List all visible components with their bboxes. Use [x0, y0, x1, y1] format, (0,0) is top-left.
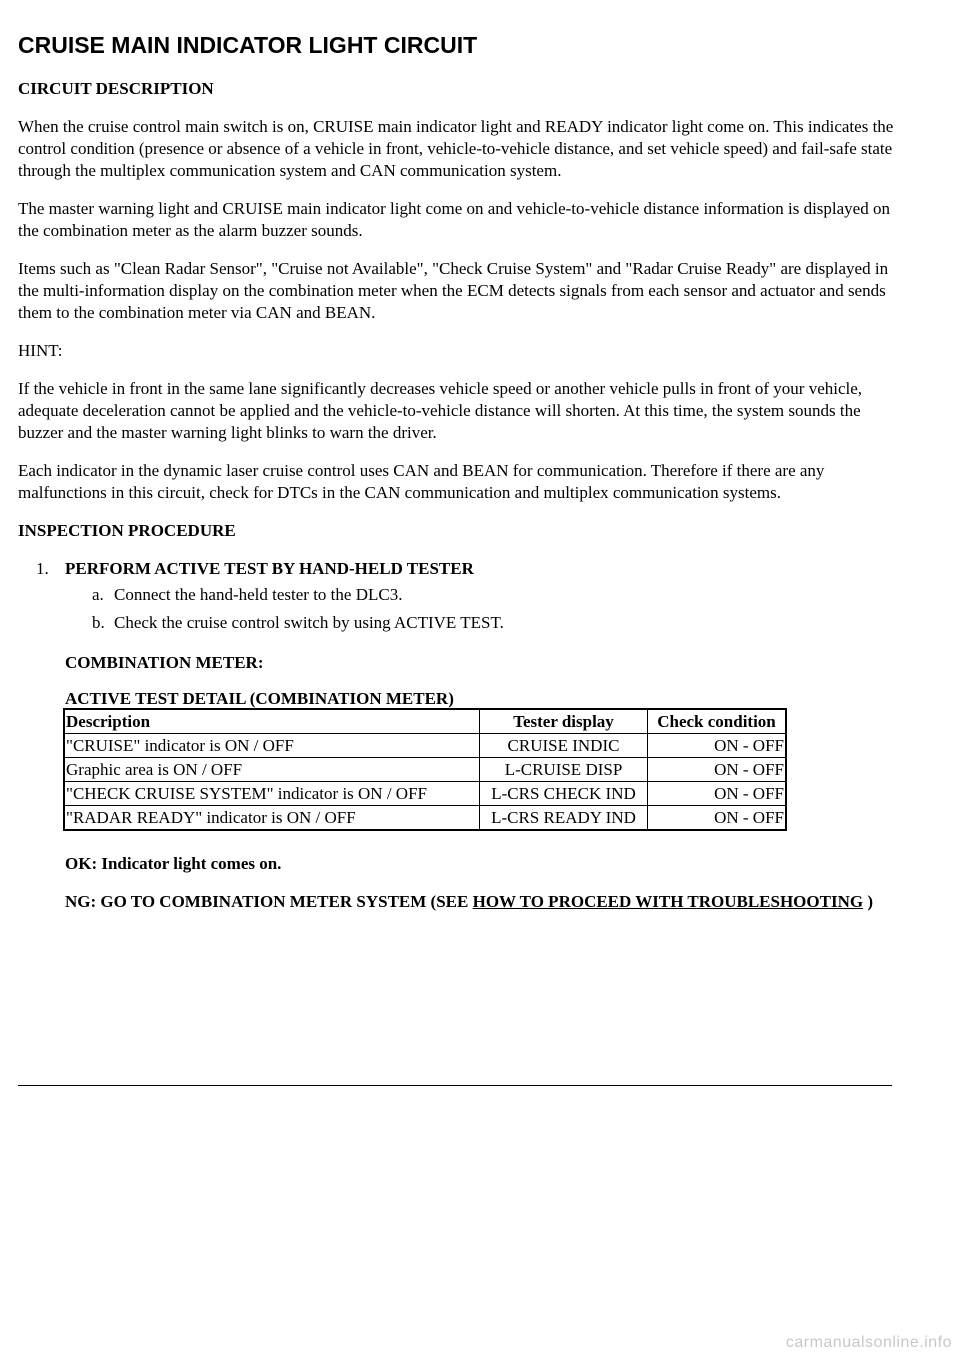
- active-test-table: [63, 708, 787, 831]
- hint-label: HINT:: [18, 341, 63, 360]
- table-header-row: [64, 709, 786, 734]
- paragraph-master-warning: The master warning light and CRUISE main indicator light come on and vehicle-to-vehicle distance information is displayed on the combination meter as the alarm buzzer sounds.: [18, 199, 890, 240]
- table-row: [64, 734, 786, 758]
- table-row: [64, 806, 786, 831]
- paragraph-main-switch: When the cruise control main switch is on, CRUISE main indicator light and READY indicator light come on. This indicates the control condition (presence or absence of a vehicle in front, vehicle-to-vehicle distance, and set vehicle speed) and fail-safe state through the multiplex communication system and CAN communication system.: [18, 117, 894, 180]
- circuit-description-heading: CIRCUIT DESCRIPTION: [18, 79, 214, 98]
- ok-result: OK: Indicator light comes on.: [65, 854, 282, 873]
- paragraph-can-bean: Each indicator in the dynamic laser cruise control uses CAN and BEAN for communication. Therefore if there are any malfunctions in this circuit, check for DTCs in the CAN communication and multiplex communication systems.: [18, 461, 825, 502]
- cell-check-condition: ON - OFF: [648, 806, 787, 831]
- inspection-procedure-heading: INSPECTION PROCEDURE: [18, 521, 236, 540]
- substep-letter: a.: [92, 585, 104, 604]
- substep-text: Check the cruise control switch by using ACTIVE TEST.: [114, 613, 504, 632]
- cell-description: Graphic area is ON / OFF: [64, 758, 480, 782]
- substep-b: [18, 612, 898, 634]
- paragraph-hint-deceleration: If the vehicle in front in the same lane significantly decreases vehicle speed or another vehicle pulls in front of your vehicle, adequate deceleration cannot be applied and the vehicle-to-vehicle distance will shorten. At this time, the system sounds the buzzer and the master warning light blinks to warn the driver.: [18, 379, 863, 442]
- substep-list: [18, 584, 898, 634]
- cell-tester-display: L-CRS READY IND: [480, 806, 648, 831]
- cell-description: "RADAR READY" indicator is ON / OFF: [64, 806, 480, 831]
- substep-a: [18, 584, 898, 606]
- step-1: [18, 558, 898, 634]
- table-caption: ACTIVE TEST DETAIL (COMBINATION METER): [65, 689, 454, 708]
- table-row: [64, 758, 786, 782]
- ng-result: [65, 891, 898, 913]
- cell-tester-display: L-CRUISE DISP: [480, 758, 648, 782]
- watermark: carmanualsonline.info: [785, 1334, 952, 1351]
- cell-check-condition: ON - OFF: [648, 758, 787, 782]
- column-header-description: Description: [64, 709, 480, 734]
- cell-description: "CRUISE" indicator is ON / OFF: [64, 734, 480, 758]
- column-header-tester-display: Tester display: [480, 709, 648, 734]
- ng-prefix: NG: GO TO COMBINATION METER SYSTEM (SEE: [65, 892, 473, 911]
- page-title: CRUISE MAIN INDICATOR LIGHT CIRCUIT: [18, 32, 478, 58]
- cell-check-condition: ON - OFF: [648, 782, 787, 806]
- cell-tester-display: CRUISE INDIC: [480, 734, 648, 758]
- troubleshooting-link[interactable]: HOW TO PROCEED WITH TROUBLESHOOTING: [472, 892, 864, 911]
- table-row: [64, 782, 786, 806]
- ng-suffix: ): [863, 892, 873, 911]
- step-title: PERFORM ACTIVE TEST BY HAND-HELD TESTER: [65, 559, 474, 578]
- document-body: [18, 78, 898, 913]
- cell-tester-display: L-CRS CHECK IND: [480, 782, 648, 806]
- combination-meter-heading: COMBINATION METER:: [65, 653, 264, 672]
- substep-letter: b.: [92, 613, 105, 632]
- column-header-check-condition: Check condition: [648, 709, 787, 734]
- substep-text: Connect the hand-held tester to the DLC3.: [114, 585, 403, 604]
- cell-description: "CHECK CRUISE SYSTEM" indicator is ON / OFF: [64, 782, 480, 806]
- cell-check-condition: ON - OFF: [648, 734, 787, 758]
- step-number: 1.: [36, 559, 49, 578]
- paragraph-multi-info-display: Items such as "Clean Radar Sensor", "Cruise not Available", "Check Cruise System" and "Radar Cruise Ready" are displayed in the multi-information display on the combination meter when the ECM detects signals from each sensor and actuator and sends them to the combination meter via CAN and BEAN.: [18, 259, 889, 322]
- horizontal-rule: [18, 1085, 892, 1086]
